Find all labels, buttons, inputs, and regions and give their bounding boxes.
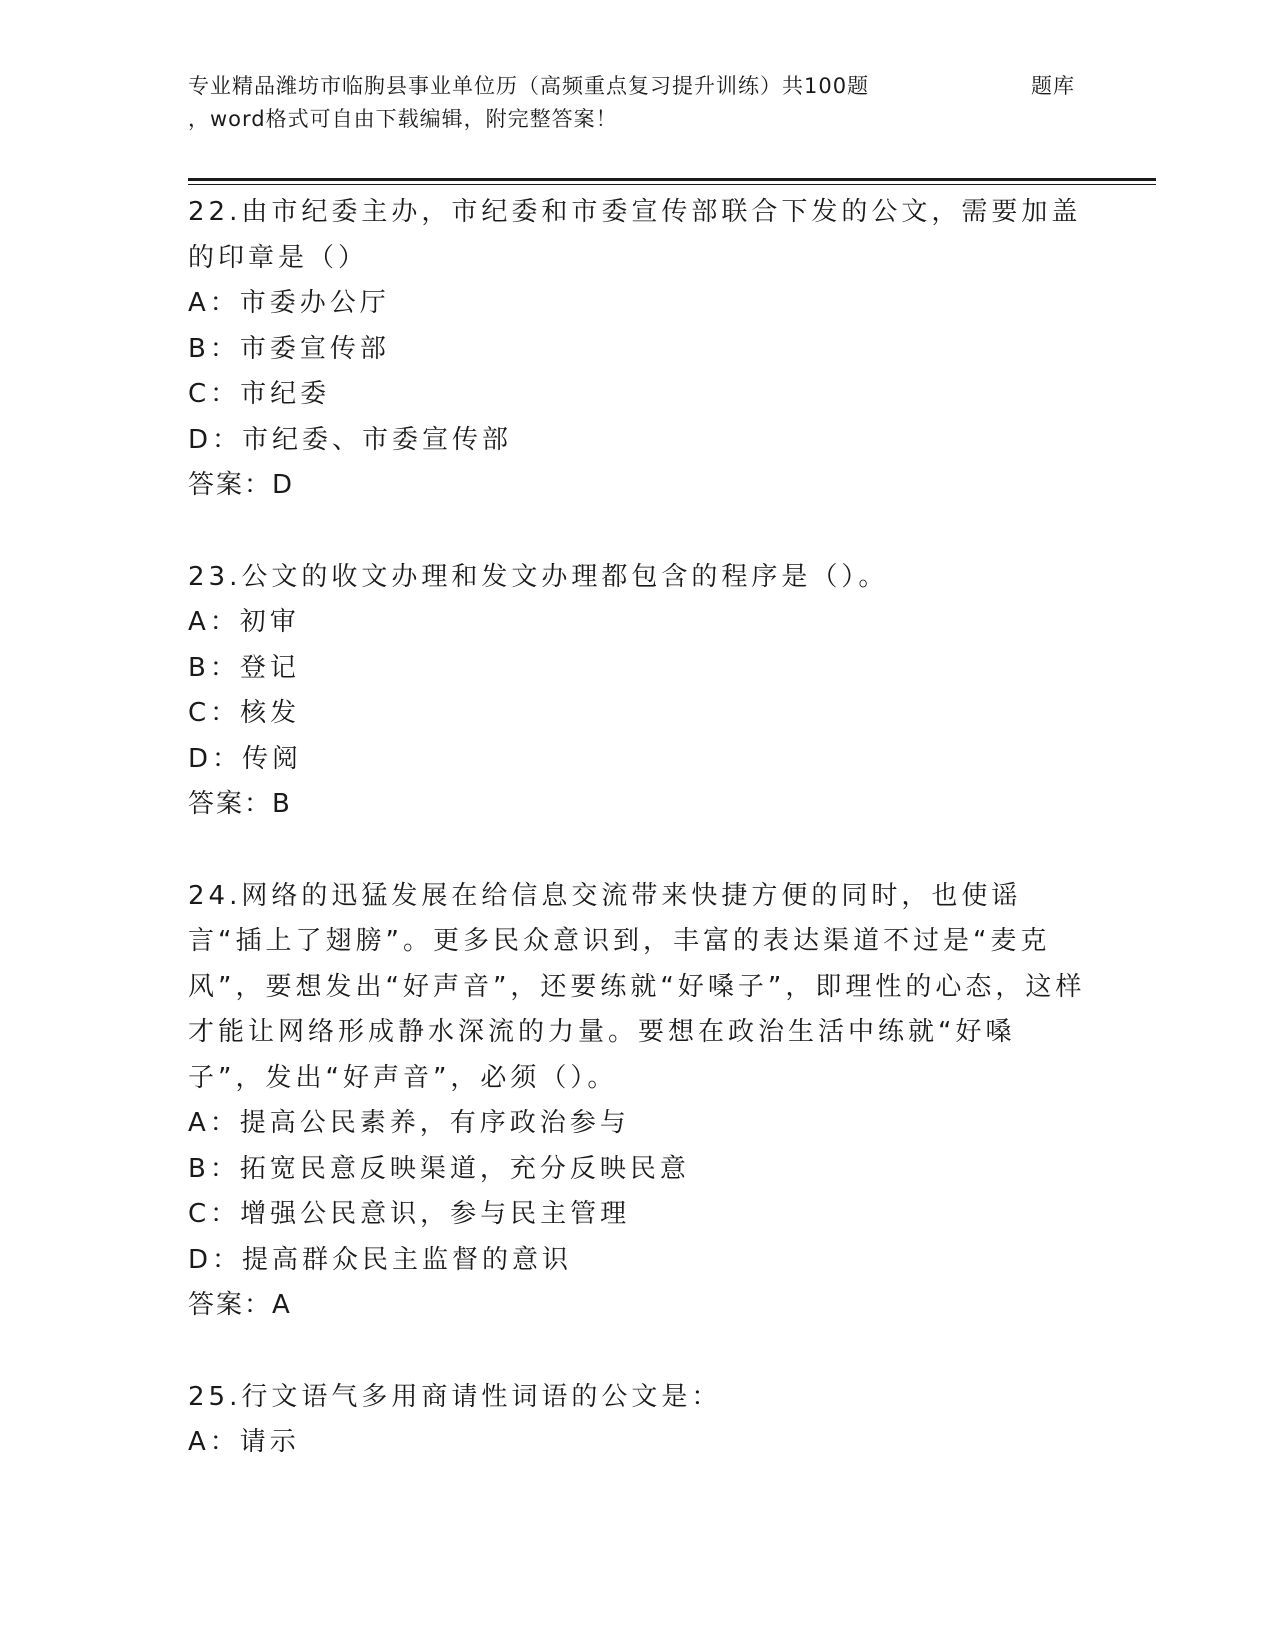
question-22 [188, 190, 1088, 509]
question-answer: 答案：A [188, 1290, 292, 1320]
header-title: 专业精品潍坊市临朐县事业单位历（高频重点复习提升训练）共100题 [188, 74, 870, 98]
question-stem: 22.由市纪委主办，市纪委和市委宣传部联合下发的公文，需要加盖的印章是（） [188, 197, 1082, 273]
option-d: D：提高群众民主监督的意识 [188, 1244, 573, 1275]
header-line-1 [188, 70, 1148, 103]
header-divider-thin [188, 184, 1156, 185]
question-stem: 24.网络的迅猛发展在给信息交流带来快捷方便的同时，也使谣言“插上了翅膀”。更多民众意识到，丰富的表达渠道不过是“麦克风”，要想发出“好声音”，还要练就“好嗓子”，即理性的心态，这样才能让网络形成静水深流的力量。要想在政治生活中练就“好嗓子”，发出“好声音”，必须（）。 [188, 880, 1086, 1093]
option-d: D：市纪委、市委宣传部 [188, 424, 513, 455]
question-25 [188, 1375, 1088, 1466]
option-a: A：初审 [188, 607, 300, 637]
header-subtitle: ，word格式可自由下载编辑，附完整答案！ [188, 107, 618, 131]
option-b: B：登记 [188, 652, 300, 683]
option-d: D：传阅 [188, 743, 303, 774]
option-b: B：拓宽民意反映渠道，充分反映民意 [188, 1153, 690, 1184]
option-c: C：核发 [188, 698, 301, 728]
question-list [188, 190, 1088, 1512]
option-b: B：市委宣传部 [188, 333, 390, 364]
option-c: C：市纪委 [188, 379, 331, 409]
question-answer: 答案：D [188, 470, 295, 500]
option-a: A：市委办公厅 [188, 288, 390, 318]
question-stem: 25.行文语气多用商请性词语的公文是： [188, 1381, 722, 1412]
header-divider-thick [188, 178, 1156, 181]
question-answer: 答案：B [188, 789, 292, 819]
header-tag: 题库 [1031, 74, 1075, 98]
question-stem: 23.公文的收文办理和发文办理都包含的程序是（）。 [188, 561, 889, 592]
question-23 [188, 555, 1088, 828]
document-header [188, 70, 1148, 136]
option-c: C：增强公民意识，参与民主管理 [188, 1199, 631, 1229]
question-24 [188, 874, 1088, 1329]
option-a: A：请示 [188, 1427, 300, 1457]
option-a: A：提高公民素养，有序政治参与 [188, 1108, 630, 1138]
